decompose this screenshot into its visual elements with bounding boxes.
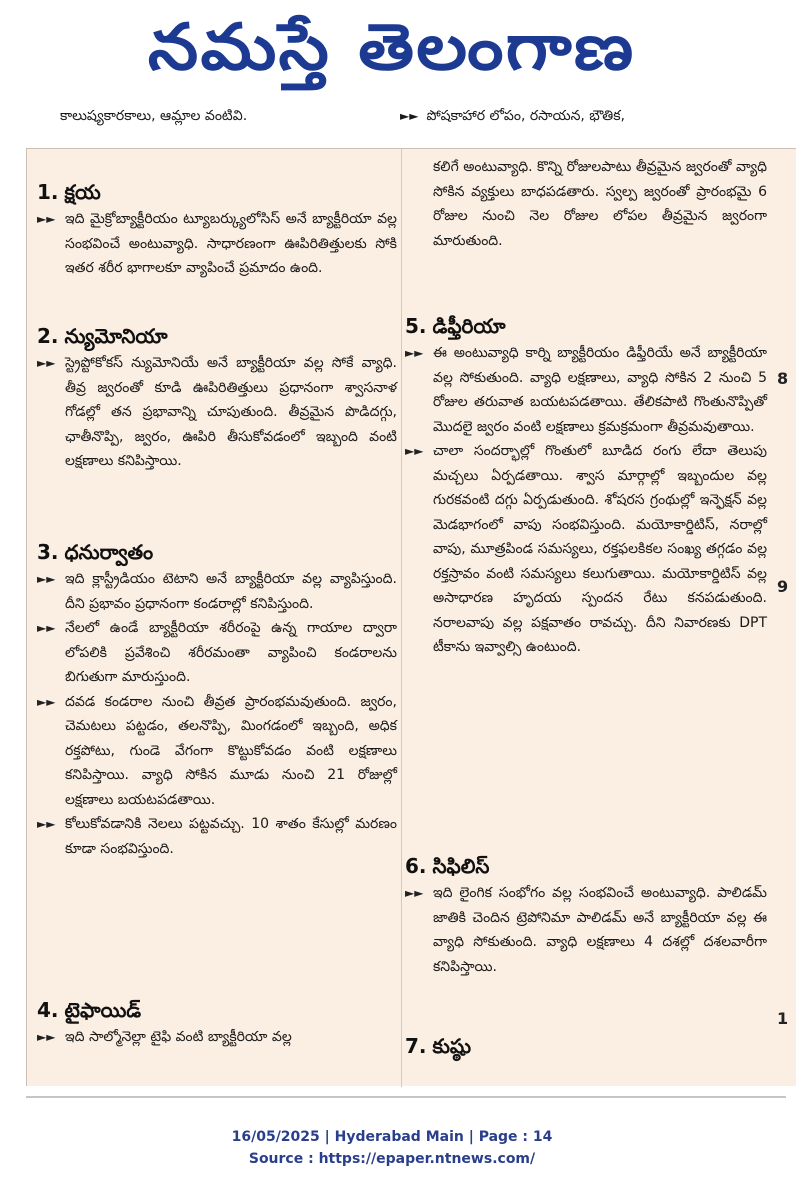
bullet-paragraph: ►► చాలా సందర్భాల్లో గొంతులో బూడిద రంగు లేదా తెలుపు మచ్చలు ఏర్పడతాయి. శ్వాస మార్గాల్లో ఇబ్బందుల వల్ల గురకవంటి దగ్గు ఏర్పడుతుంది. శోషరస గ్రంథుల్లో ఇన్ఫెక్షన్ వల్ల మెడభాగంలో వాపు సంభవిస్తుంది. మయోకార్డిటిస్, నరాల్లో వాపు, మూత్రపిండ సమస్యలు, రక్తఫలకికల సంఖ్య తగ్గడం వల్ల రక్తస్రావం వంటి సమస్యలు కలుగుతాయి. మయోకార్డిటిస్ వల్ల అసాధారణ హృదయ స్పందన రేటు కనపడుతుంది. నరాలవాపు వల్ల పక్షవాతం రావచ్చు. దీని నివారణకు DPT టీకాను ఇవ్వాల్సి ఉంటుంది. (405, 439, 767, 660)
section-title: న్యుమోనియా (64, 324, 168, 348)
bullet-paragraph: ►► కోలుకోవడానికి నెలలు పట్టవచ్చు. 10 శాతం కేసుల్లో మరణం కూడా సంభవిస్తుంది. (37, 812, 397, 861)
bullet-arrow-icon: ►► (405, 444, 424, 458)
bullet-arrow-icon: ►► (405, 346, 424, 360)
footer-divider (26, 1096, 786, 1098)
section-title: కుష్ఠు (432, 1034, 472, 1058)
section-number: 1. (37, 180, 59, 204)
bullet-arrow-icon: ►► (37, 694, 56, 709)
section-tuberculosis (37, 179, 397, 281)
bullet-arrow-icon: ►► (405, 886, 424, 900)
bullet-arrow-icon: ►► (37, 621, 56, 635)
bullet-paragraph: ►► ఇది క్లాస్ట్రీడియం టెటాని అనే బ్యాక్టీరియా వల్ల వ్యాపిస్తుంది. దీని ప్రభావం ప్రధానంగా కండరాల్లో కనిపిస్తుంది. (37, 567, 397, 616)
section-leprosy (405, 1033, 767, 1061)
article-box (26, 148, 796, 1086)
typhoid-continued (405, 155, 767, 253)
section-tetanus (37, 539, 397, 861)
newspaper-logo: నమస్తే తెలంగాణ (148, 11, 636, 85)
bullet-paragraph: ►► ఈ అంటువ్యాధి కార్ని బ్యాక్టీరియం డిఫ్తీరియే అనే బ్యాక్టీరియా వల్ల సోకుతుంది. వ్యాధి లక్షణాలు, వ్యాధి సోకిన 2 నుంచి 5 రోజుల తరువాత బయటపడతాయి. తేలికపాటి గొంతునొప్పితో మొదలై జ్వరం వంటి లక్షణాలు క్రమక్రమంగా తీవ్రమవుతాయి. (405, 341, 767, 439)
section-heading (405, 313, 767, 339)
bullet-arrow-icon: ►► (37, 1030, 56, 1044)
next-column-mark: 1 (777, 1009, 789, 1028)
strip-left-text: కాలుష్యకారకాలు, ఆమ్లాల వంటివి. (60, 108, 248, 124)
section-title: క్షయ (64, 180, 101, 204)
next-column-mark: 9 (777, 577, 789, 596)
section-number: 7. (405, 1034, 427, 1058)
section-heading (405, 1033, 767, 1059)
section-number: 6. (405, 854, 427, 878)
bullet-paragraph: ►► నేలలో ఉండే బ్యాక్టీరియా శరీరంపై ఉన్న గాయాల ద్వారా లోపలికి ప్రవేశించి శరీరమంతా వ్యాపించి కండరాలను బిగుతుగా మారుస్తుంది. (37, 616, 397, 690)
section-number: 2. (37, 324, 59, 348)
bullet-paragraph: ►► దవడ కండరాల నుంచి తీవ్రత ప్రారంభమవుతుంది. జ్వరం, చెమటలు పట్టడం, తలనొప్పి, మింగడంలో ఇబ్బంది, అధిక రక్తపోటు, గుండె వేగంగా కొట్టుకోవడం వంటి లక్షణాలు కనిపిస్తాయి. వ్యాధి సోకిన మూడు నుంచి 21 రోజుల్లో లక్షణాలు బయటపడతాయి. (37, 690, 397, 813)
footer-source-link[interactable]: Source : https://epaper.ntnews.com/ (248, 1151, 536, 1167)
continued-paragraph: కలిగే అంటువ్యాధి. కొన్ని రోజులపాటు తీవ్రమైన జ్వరంతో వ్యాధి సోకిన వ్యక్తులు బాధపడతారు. స్వల్ప జ్వరంతో ప్రారంభమై 6 రోజుల నుంచి నెల రోజుల లోపల తీవ్రమైన జ్వరంగా మారుతుంది. (433, 159, 767, 249)
strip-right-text (400, 108, 625, 127)
strip-right-label: పోషకాహార లోపం, రసాయన, భౌతిక, (426, 108, 625, 124)
section-heading (37, 179, 397, 205)
bullet-paragraph: ►► ఇది మైక్రోబ్యాక్టీరియం ట్యూబర్క్యులోసిస్ అనే బ్యాక్టీరియా వల్ల సంభవించే అంటువ్యాధి. సాధారణంగా ఊపిరితిత్తులకు సోకి ఇతర శరీర భాగాలకూ వ్యాపించే ప్రమాదం ఉంది. (37, 207, 397, 281)
section-title: ధనుర్వాతం (64, 540, 154, 564)
section-heading (37, 997, 397, 1023)
bullet-arrow-icon: ►► (37, 212, 56, 226)
section-number: 3. (37, 540, 59, 564)
section-syphilis (405, 853, 767, 979)
section-title: టైఫాయిడ్ (64, 998, 142, 1022)
bullet-paragraph: ►► ఇది సాల్మోనెల్లా టైఫి వంటి బ్యాక్టీరియా వల్ల (37, 1025, 397, 1050)
section-diphtheria (405, 313, 767, 660)
section-heading (37, 539, 397, 565)
section-number: 4. (37, 998, 59, 1022)
section-pneumonia (37, 323, 397, 474)
previous-column-strip (0, 100, 784, 140)
section-heading (405, 853, 767, 879)
section-typhoid (37, 997, 397, 1050)
next-column-mark: 8 (777, 369, 789, 388)
bullet-arrow-icon: ►► (37, 817, 56, 831)
section-heading (37, 323, 397, 349)
masthead (0, 0, 784, 100)
section-number: 5. (405, 314, 427, 338)
page-footer (0, 1126, 784, 1170)
section-title: సిఫిలిస్ (432, 854, 490, 878)
bullet-paragraph: ►► స్ట్రెప్టోకోకస్ న్యుమోనియే అనే బ్యాక్టీరియా వల్ల సోకే వ్యాధి. తీవ్ర జ్వరంతో కూడి ఊపిరితిత్తులు ప్రధానంగా శ్వాసనాళ గోడల్లో తన ప్రభావాన్ని చూపుతుంది. తీవ్రమైన పొడిదగ్గు, ఛాతీనొప్పి, జ్వరం, ఊపిరి తీసుకోవడంలో ఇబ్బంది వంటి లక్షణాలు కనిపిస్తాయి. (37, 351, 397, 474)
column-divider (401, 149, 402, 1087)
bullet-paragraph: ►► ఇది లైంగిక సంభోగం వల్ల సంభవించే అంటువ్యాధి. పాలిడమ్ జాతికి చెందిన ట్రెపోనిమా పాలిడమ్ అనే బ్యాక్టీరియా వల్ల ఈ వ్యాధి సోకుతుంది. వ్యాధి లక్షణాలు 4 దశల్లో దశలవారీగా కనిపిస్తాయి. (405, 881, 767, 979)
bullet-arrow-icon: ►► (37, 356, 56, 370)
section-title: డిఫ్తీరియా (432, 314, 506, 338)
bullet-arrow-icon: ►► (400, 109, 419, 123)
bullet-arrow-icon: ►► (37, 572, 56, 586)
footer-edition-info: 16/05/2025 | Hyderabad Main | Page : 14 (231, 1129, 553, 1145)
